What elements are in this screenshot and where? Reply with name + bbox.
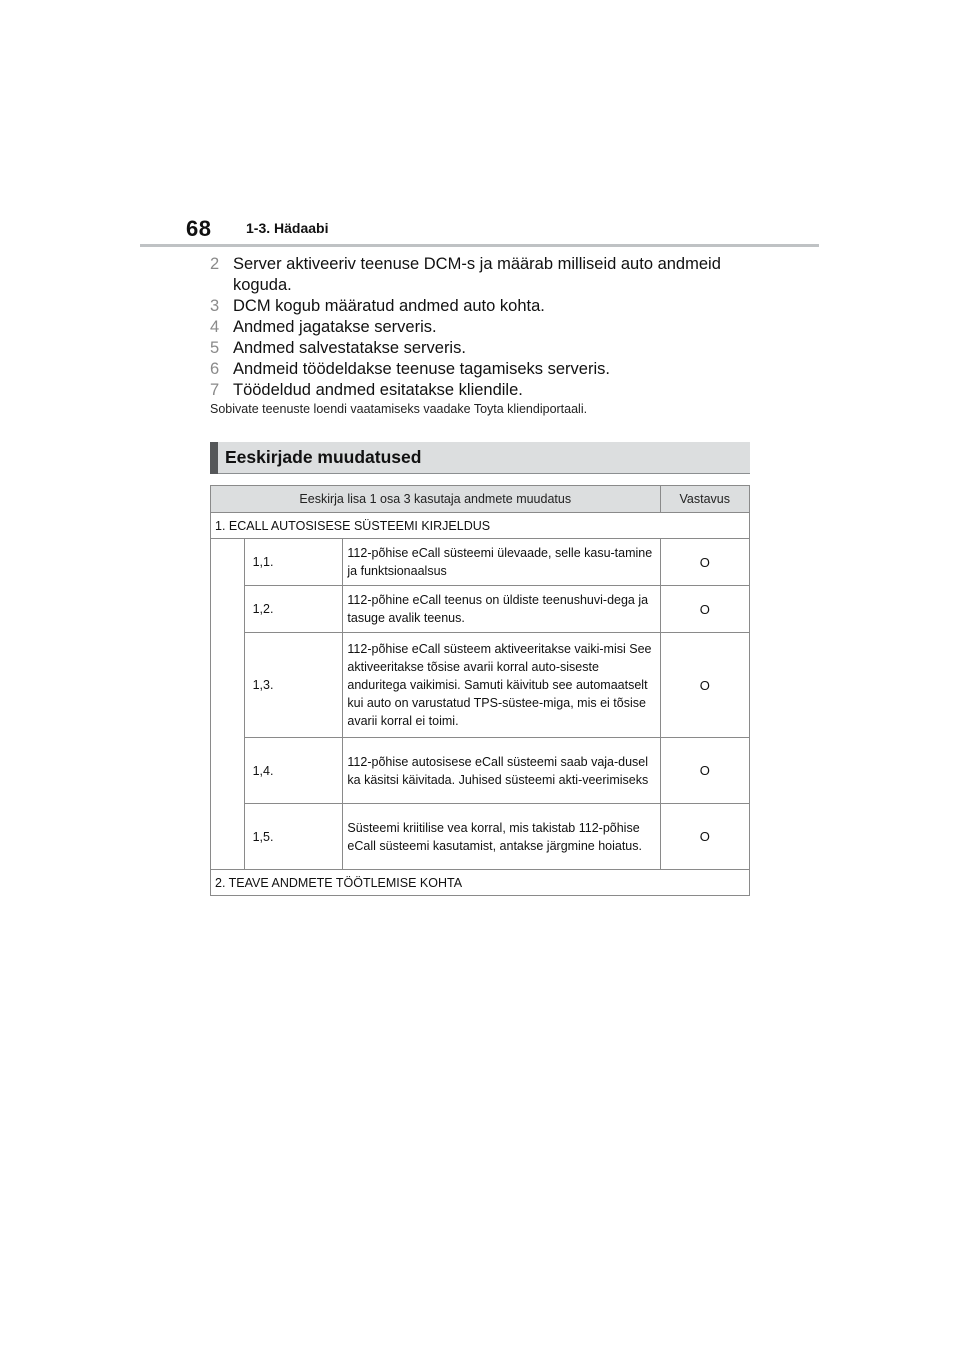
row-number: 1,1. bbox=[244, 539, 343, 586]
section-title: Eeskirjade muudatused bbox=[225, 447, 422, 467]
portal-note: Sobivate teenuste loendi vaatamiseks vaadake Toyta kliendiportaali. bbox=[210, 402, 588, 416]
row-compliance: O bbox=[660, 539, 750, 586]
row-compliance: O bbox=[660, 738, 750, 804]
step-list bbox=[210, 254, 750, 401]
page-number: 68 bbox=[186, 216, 212, 241]
row-number: 1,4. bbox=[244, 738, 343, 804]
row-number: 1,3. bbox=[244, 633, 343, 738]
table-row bbox=[211, 539, 750, 586]
step-number: 6 bbox=[210, 360, 220, 378]
step-item bbox=[210, 296, 750, 317]
table-row bbox=[211, 586, 750, 633]
table-section-row bbox=[211, 870, 750, 896]
table-header-compliance: Vastavus bbox=[660, 486, 750, 513]
table-row bbox=[211, 738, 750, 804]
heading-accent-bar bbox=[210, 442, 218, 474]
step-text: Töödeldud andmed esitatakse kliendile. bbox=[233, 381, 523, 399]
row-description: 112-põhise eCall süsteemi ülevaade, selle kasu-tamine ja funktsionaalsus bbox=[343, 539, 660, 586]
step-text: Andmed jagatakse serveris. bbox=[233, 318, 437, 336]
regulation-changes-table bbox=[210, 485, 750, 896]
table-header-changes: Eeskirja lisa 1 osa 3 kasutaja andmete muudatus bbox=[211, 486, 661, 513]
step-text: DCM kogub määratud andmed auto kohta. bbox=[233, 297, 545, 315]
step-number: 4 bbox=[210, 318, 220, 336]
row-description: Süsteemi kriitilise vea korral, mis takistab 112-põhise eCall süsteemi kasutamist, antakse järgmine hoiatus. bbox=[343, 804, 660, 870]
row-description: 112-põhise autosisese eCall süsteemi saab vaja-dusel ka käsitsi käivitada. Juhised süsteemi akti-veerimiseks bbox=[343, 738, 660, 804]
row-description: 112-põhine eCall teenus on üldiste teenushuvi-dega ja tasuge avalik teenus. bbox=[343, 586, 660, 633]
header-divider bbox=[140, 244, 819, 247]
step-text: Server aktiveeriv teenuse DCM-s ja määrab milliseid auto andmeid koguda. bbox=[233, 255, 721, 294]
step-item bbox=[210, 359, 750, 380]
step-item bbox=[210, 338, 750, 359]
row-description: 112-põhise eCall süsteem aktiveeritakse vaiki-misi See aktiveeritakse tõsise avarii korral auto-siseste anduritega vaikimisi. Samuti käivitub see automaatselt kui auto on varustatud TPS-süstee-miga, mis ei tõsise avarii korral ei toimi. bbox=[343, 633, 660, 738]
step-item bbox=[210, 254, 750, 296]
section-row-label: 1. ECALL AUTOSISESE SÜSTEEMI KIRJELDUS bbox=[211, 513, 750, 539]
table-row bbox=[211, 633, 750, 738]
step-number: 3 bbox=[210, 297, 220, 315]
chapter-label: 1-3. Hädaabi bbox=[246, 220, 329, 236]
step-number: 5 bbox=[210, 339, 220, 357]
table-row bbox=[211, 804, 750, 870]
step-text: Andmed salvestatakse serveris. bbox=[233, 339, 466, 357]
step-item bbox=[210, 380, 750, 401]
row-number: 1,5. bbox=[244, 804, 343, 870]
section-heading bbox=[210, 442, 750, 474]
row-compliance: O bbox=[660, 633, 750, 738]
section-row-label: 2. TEAVE ANDMETE TÖÖTLEMISE KOHTA bbox=[211, 870, 750, 896]
indent-cell bbox=[211, 539, 245, 870]
row-compliance: O bbox=[660, 804, 750, 870]
step-item bbox=[210, 317, 750, 338]
row-number: 1,2. bbox=[244, 586, 343, 633]
table-header-row bbox=[211, 486, 750, 513]
step-number: 2 bbox=[210, 255, 220, 273]
step-number: 7 bbox=[210, 381, 220, 399]
table-section-row bbox=[211, 513, 750, 539]
step-text: Andmeid töödeldakse teenuse tagamiseks serveris. bbox=[233, 360, 610, 378]
row-compliance: O bbox=[660, 586, 750, 633]
